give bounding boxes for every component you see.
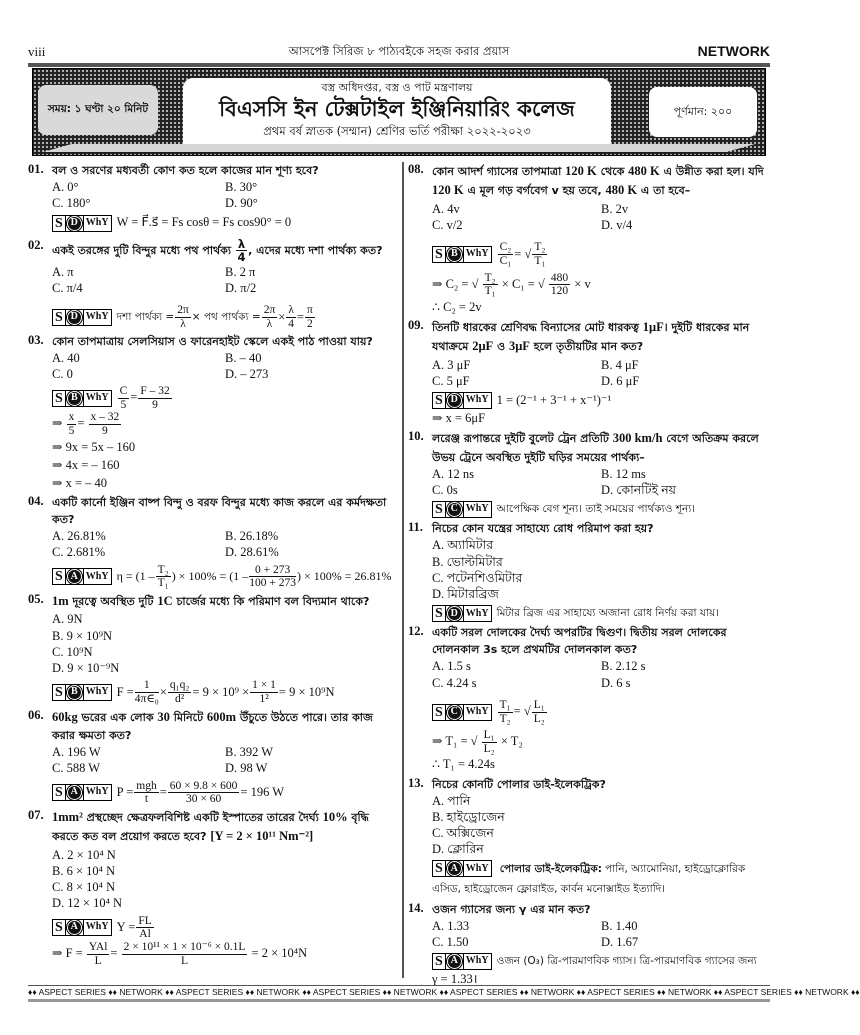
- question-text-bold: 30: [157, 709, 170, 724]
- question-number: 03.: [28, 332, 44, 347]
- answer-letter: D: [447, 393, 462, 408]
- fraction-denominator: 100 + 273: [249, 577, 296, 590]
- fraction-denominator: 9: [102, 425, 108, 438]
- question-text-part: লরেঞ্জ রূপান্তরে দুইটি বুলেট ট্রেন প্রতিটি: [432, 432, 613, 446]
- question-text-bold: 300 km/h: [612, 431, 663, 446]
- fraction-denominator: 4: [288, 317, 294, 330]
- option-d: D. 1.67: [601, 934, 639, 949]
- question-number: 01.: [28, 162, 44, 176]
- solution-text: = √: [513, 704, 531, 719]
- page-number: viii: [28, 44, 46, 59]
- question-08: [408, 162, 770, 316]
- question-text: [52, 238, 382, 264]
- question-text-bold: 1mm²: [52, 809, 83, 824]
- option-a: A. 0°: [52, 180, 79, 195]
- solution-text: আপেক্ষিক বেগ শূন্য। তাই সময়ের পার্থক্যও শূন্য।: [496, 503, 696, 516]
- answer-letter: D: [447, 606, 462, 621]
- solution-step: ∴ T₁ = 4.24s: [432, 757, 495, 772]
- answer-letter: B: [447, 247, 462, 262]
- question-text: [52, 708, 398, 744]
- question-text: নিচের কোনটি পোলার ডাই-ইলেকট্রিক?: [432, 777, 606, 791]
- question-text-part: , এদের মধ্যে দশা পার্থক্য কত?: [248, 243, 383, 257]
- answer-badge: S D WhY: [432, 392, 492, 409]
- solution-step: ⇒ $\frac{x}{5}$ = $\frac{x - 32}{9}$: [52, 411, 120, 438]
- question-02: [28, 238, 398, 331]
- option-a: A. 1.33: [432, 918, 470, 933]
- question-number: 11.: [408, 520, 423, 535]
- solution-text: ) × 100% = (1 –: [171, 569, 249, 584]
- question-text: নিচের কোন যন্ত্রের সাহায্যে রোধ পরিমাপ করা হয়?: [432, 522, 654, 536]
- fraction-numerator: 0 + 273: [249, 564, 296, 578]
- solution-text: মিটার ব্রিজ এর সাহায্যে অজানা রোধ নির্ণয় করা যায়।: [496, 607, 719, 620]
- question-number: 14.: [408, 900, 424, 915]
- running-head: [28, 40, 770, 60]
- college-name: বিএসসি ইন টেক্সটাইল ইঞ্জিনিয়ারিং কলেজ: [219, 96, 575, 121]
- question-text-bold: 120 K: [565, 164, 597, 178]
- question-text-part: চার্জের মধ্যে কি পরিমাণ বল বিদ্যমান থাকে?: [172, 594, 370, 608]
- question-04: [28, 494, 398, 590]
- solution-text: দশা পার্থক্য =: [116, 310, 175, 323]
- question-text-bold: 600m: [206, 709, 237, 724]
- question-text-part: উঁচুতে উঠতে পারে। তার কাজ করার ক্ষমতা কত?: [52, 710, 373, 742]
- option-b: B. ভোল্টমিটার: [432, 554, 503, 569]
- fraction-numerator: C₂: [499, 241, 512, 254]
- fraction-denominator: L: [180, 954, 188, 967]
- exam-banner: [32, 68, 766, 156]
- question-05: [28, 592, 398, 706]
- option-d: D. মিটারব্রিজ: [432, 587, 499, 602]
- answer-badge: S D WhY: [432, 605, 492, 622]
- column-divider: [402, 162, 404, 978]
- option-a: A. 40: [52, 350, 80, 365]
- fraction-denominator: 5: [68, 425, 75, 438]
- option-c: C. 588 W: [52, 761, 101, 776]
- option-b: B. 4 μF: [601, 357, 639, 372]
- solution-text: ⇒ F =: [52, 945, 83, 960]
- solution-formula: 1 = (2⁻¹ + 3⁻¹ + x⁻¹)⁻¹: [496, 392, 612, 407]
- option-d: D. 9 × 10⁻⁹N: [52, 661, 120, 676]
- solution: [52, 564, 398, 590]
- question-text-part: প্রস্থচ্ছেদ ক্ষেত্রফলবিশিষ্ট একটি ইস্পাতের তারের দৈর্ঘ্য: [82, 810, 323, 824]
- exam-duration: সময়: ১ ঘণ্টা ২০ মিনিট: [38, 85, 158, 135]
- why-label: WhY: [83, 310, 111, 325]
- option-a: A. 2 × 10⁴ N: [52, 847, 116, 862]
- question-text-bold: 1μF: [642, 319, 664, 334]
- question-text-part: এ উন্নীত করা হল। যদি: [659, 165, 764, 178]
- fraction-numerator: mgh: [136, 779, 157, 792]
- question-text: [432, 162, 770, 201]
- solution-text: ) × 100% = 26.81%: [296, 569, 392, 584]
- answer-letter: A: [67, 785, 82, 800]
- answer-letter: C: [447, 502, 462, 517]
- why-label: WhY: [83, 920, 111, 935]
- fraction-denominator: 9: [152, 398, 158, 411]
- solution-text: Y =: [116, 919, 136, 934]
- question-text: কোন তাপমাত্রায় সেলসিয়াস ও ফারেনহাইট স্কেলে একই পাঠ পাওয়া যায়?: [52, 334, 373, 348]
- exam-name: প্রথম বর্ষ স্নাতক (সম্মান) শ্রেণির ভর্তি পরীক্ষা ২০২২-২০২৩: [263, 124, 531, 138]
- answer-badge: S A WhY: [52, 568, 112, 585]
- fraction-denominator: Al: [139, 928, 151, 941]
- solution: S D WhY দশা পার্থক্য = $\frac{2\pi}{\lambda}$ × পথ পার্থক্য = $\frac{2\pi}{\lambda}$ × $\frac{\lambda}{4}$ = $\frac{\pi}{2}$: [52, 304, 398, 330]
- fraction-numerator: FL: [138, 914, 152, 927]
- question-number: 13.: [408, 775, 424, 790]
- answer-badge: S D WhY: [52, 215, 112, 232]
- question-text-part: একই তরঙ্গের দুটি বিন্দুর মধ্যে পথ পার্থক্য: [52, 243, 232, 257]
- question-text-part: । দুইটি ধারকের মান যথাক্রমে: [432, 320, 750, 354]
- fraction-denominator: C₁: [499, 254, 512, 267]
- question-number: 12.: [408, 624, 424, 639]
- question-number: 06.: [28, 707, 44, 722]
- question-text-part: কোন আদর্শ গ্যাসের তাপমাত্রা: [432, 165, 566, 178]
- solution-step: ∴ C₂ = 2v: [432, 299, 482, 314]
- fraction-numerator: T₂: [157, 563, 169, 576]
- question-text: [52, 808, 398, 847]
- why-label: WhY: [463, 705, 491, 720]
- solution-step: ⇒ F = $\frac{\text{YAl}}{L}$ = $\frac{\text{2 × 10¹¹ × 1 × 10⁻⁶ × 0.1L}}{L}$ = 2 × 10⁴N: [52, 940, 308, 967]
- fraction-numerator: T₁: [499, 698, 511, 711]
- question-text-bold: 1C: [157, 593, 173, 608]
- question-text-bold: 2μF: [472, 339, 494, 354]
- option-b: B. 30°: [225, 180, 258, 195]
- fraction-numerator: 60 × 9.8 × 600: [169, 779, 238, 792]
- why-label: WhY: [463, 606, 491, 621]
- fraction-numerator: C: [119, 385, 128, 398]
- option-c: C. 0s: [432, 482, 458, 497]
- fraction-denominator: 1²: [259, 692, 269, 705]
- solution: [432, 392, 770, 409]
- question-number: 05.: [28, 591, 44, 606]
- question-text-part: দূরত্বে অবস্থিত দুটি: [68, 594, 158, 608]
- solution-text: = 2 × 10⁴N: [251, 945, 308, 960]
- option-c: C. π/4: [52, 281, 83, 296]
- full-marks: পূর্ণমান: ২০০: [649, 87, 757, 137]
- answer-letter: A: [447, 954, 462, 969]
- option-b: B. 12 ms: [601, 466, 646, 481]
- fraction-numerator: 480: [550, 271, 569, 284]
- fraction-denominator: 2: [306, 317, 313, 330]
- answer-badge: S B WhY: [52, 684, 112, 701]
- answer-letter: A: [67, 569, 82, 584]
- answer-badge: S B WhY: [432, 246, 492, 263]
- fraction-numerator: 1 × 1: [252, 679, 276, 692]
- option-c: C. v/2: [432, 218, 463, 232]
- fraction-numerator: L₁: [533, 698, 545, 711]
- solution-text: = 196 W: [240, 784, 285, 799]
- option-d: D. 6 s: [601, 675, 631, 690]
- answer-badge: S A WhY: [432, 953, 492, 970]
- why-label: WhY: [83, 785, 111, 800]
- brand-label: NETWORK: [697, 43, 770, 59]
- header-rule: [28, 63, 770, 67]
- answer-letter: B: [67, 685, 82, 700]
- question-text-bold: 1m: [52, 593, 69, 608]
- fraction-denominator: 4: [237, 250, 246, 265]
- question-text: [52, 592, 369, 611]
- question-13: [408, 776, 770, 898]
- question-text-bold: 60kg: [52, 709, 78, 724]
- option-a: A. 196 W: [52, 745, 101, 760]
- fraction-denominator: 4π∈₀: [134, 692, 159, 705]
- solution-text: ওজন (O₃) ত্রি-পারমাণবিক গ্যাস। ত্রি-পারমাণবিক গ্যাসের জন্য: [496, 955, 757, 968]
- question-text-part: ভরের এক লোক: [77, 710, 158, 724]
- fraction-numerator: x – 32: [90, 411, 120, 424]
- answer-letter: D: [67, 216, 82, 231]
- solution-text: F =: [116, 684, 134, 699]
- question-number: 10.: [408, 429, 424, 444]
- option-b: B. 2.12 s: [601, 659, 646, 674]
- option-c: C. 180°: [52, 196, 91, 211]
- left-column: [28, 162, 398, 969]
- answer-badge: S A WhY: [52, 919, 112, 936]
- option-d: D. কোনটিই নয়: [601, 482, 677, 497]
- fraction-numerator: F – 32: [140, 385, 170, 398]
- fraction-denominator: t: [144, 793, 149, 806]
- option-d: D. 6 μF: [601, 373, 640, 388]
- solution-formula: W = F⃗.s⃗ = Fs cosθ = Fs cos90° = 0: [116, 215, 292, 230]
- solution: [52, 915, 398, 941]
- question-number: 08.: [408, 162, 424, 176]
- question-text: একটি কার্নো ইঞ্জিন বাষ্প বিন্দু ও বরফ বিন্দুর মধ্যে কাজ করলে এর কর্মদক্ষতা কত?: [52, 496, 387, 527]
- fraction-denominator: T₁: [534, 254, 546, 267]
- solution: [432, 501, 770, 518]
- solution-heading: পোলার ডাই-ইলেকট্রিক:: [499, 862, 602, 875]
- fraction-denominator: T₁: [157, 577, 169, 590]
- option-c: C. 10⁹N: [52, 644, 93, 659]
- solution: S A WhY P = $\frac{\text{mgh}}{t}$ = $\frac{60 \times 9.8 \times 600}{30 \times 60}$ = 196 W: [52, 780, 398, 806]
- question-text-part: তিনটি ধারকের শ্রেণিবদ্ধ বিন্যাসের মোট ধারকত্ব: [432, 320, 643, 334]
- option-d: D. v/4: [601, 218, 633, 232]
- solution-text: × v: [574, 276, 591, 291]
- solution-text: পানি, অ্যামোনিয়া, হাইড্রোক্লোরিক এসিড, হাইড্রোজেন ফ্লোরাইড, কার্বন মনোক্সাইড ইত্যাদি।: [432, 862, 746, 895]
- title-box: [183, 78, 611, 152]
- option-c: C. পটেনশিওমিটার: [432, 570, 523, 585]
- answer-badge: S C WhY: [432, 704, 492, 721]
- solution: [432, 241, 770, 267]
- right-column: [408, 162, 770, 990]
- option-b: B. 26.18%: [225, 529, 279, 544]
- fraction-denominator: L₂: [533, 712, 545, 725]
- question-text: ওজন গ্যাসের জন্য γ এর মান কত?: [432, 902, 591, 916]
- fraction-denominator: λ: [180, 317, 186, 330]
- question-text-bold: 10%: [322, 809, 348, 824]
- solution-text: = 9 × 10⁹N: [278, 684, 335, 699]
- solution-text: ⇒ T₁ = √: [432, 734, 478, 749]
- solution-text: η = (1 –: [116, 569, 155, 584]
- solution: [432, 858, 770, 898]
- option-a: A. 3 μF: [432, 357, 471, 372]
- question-number: 04.: [28, 494, 44, 509]
- solution-text: × T₂: [500, 734, 523, 749]
- answer-letter: D: [67, 310, 82, 325]
- option-c: C. 2.681%: [52, 545, 106, 560]
- option-d: D. π/2: [225, 281, 257, 296]
- question-03: [28, 333, 398, 492]
- solution-text: = √: [514, 246, 532, 261]
- option-a: A. 26.81%: [52, 529, 106, 544]
- question-11: [408, 520, 770, 622]
- question-number: 09.: [408, 317, 424, 332]
- fraction-denominator: 5: [120, 398, 127, 411]
- question-text-bold: 3μF: [508, 339, 530, 354]
- solution-step: [432, 272, 770, 298]
- fraction-denominator: d²: [175, 692, 185, 705]
- question-number: 02.: [28, 237, 44, 252]
- answer-badge: S D WhY: [52, 309, 112, 326]
- question-text: একটি সরল দোলকের দৈর্ঘ্য অপরটির দ্বিগুণ। দ্বিতীয় সরল দোলকের দোলনকাল 3s হলে প্রথমটির দোলনকাল কত?: [432, 626, 727, 657]
- fraction-numerator: λ: [237, 236, 246, 251]
- option-d: D. 28.61%: [225, 545, 279, 560]
- fraction-numerator: λ: [288, 304, 294, 317]
- fraction-numerator: π: [306, 304, 313, 317]
- solution-step: ⇒ 9x = 5x – 160: [52, 439, 136, 454]
- option-b: B. 2v: [601, 201, 629, 216]
- question-number: 07.: [28, 807, 44, 822]
- option-a: A. 1.5 s: [432, 659, 471, 674]
- solution-step: ⇒ x = 6μF: [432, 411, 486, 426]
- question-01: [28, 162, 398, 232]
- series-tagline: আসপেক্ট সিরিজ ৮ পাঠ্যবইকে সহজ করার প্রয়াস: [288, 44, 510, 58]
- fraction-numerator: 1: [135, 679, 159, 693]
- answer-badge: S C WhY: [432, 501, 492, 518]
- option-c: C. অক্সিজেন: [432, 826, 494, 841]
- fraction-denominator: 120: [550, 285, 569, 298]
- solution-text: = 9 × 10⁹ ×: [192, 684, 250, 699]
- solution: [52, 215, 398, 232]
- question-text-bold: 120 K: [432, 183, 464, 198]
- question-06: [28, 708, 398, 806]
- banner-strip: [43, 144, 755, 152]
- option-c: C. 4.24 s: [432, 675, 477, 690]
- option-b: B. হাইড্রোজেন: [432, 809, 505, 824]
- option-b: B. 9 × 10⁹N: [52, 628, 113, 643]
- fraction-denominator: T₁: [484, 285, 496, 298]
- option-a: A. 9N: [52, 612, 83, 627]
- fraction-numerator: L₁: [483, 729, 495, 742]
- fraction-numerator: q₁q₂: [169, 679, 190, 692]
- question-text-bold: [Y = 2 × 10¹¹ Nm⁻²]: [210, 829, 314, 844]
- solution: [432, 953, 770, 970]
- solution-text: × পথ পার্থক্য =: [191, 310, 261, 323]
- question-text-part: এ মূল গড় বর্গবেগ v হয় তবে,: [463, 184, 606, 198]
- question-text-part: হলে তৃতীয়টির মান কত?: [529, 340, 644, 354]
- answer-letter: C: [447, 705, 462, 720]
- solution-text: ⇒ C₂ = √: [432, 276, 479, 291]
- answer-badge: S B WhY: [52, 390, 112, 407]
- solution-step: ⇒ 4x = – 160: [52, 457, 120, 472]
- fraction-numerator: 2π: [263, 304, 276, 317]
- solution: [432, 699, 770, 725]
- question-09: [408, 318, 770, 427]
- fraction-denominator: λ: [266, 317, 273, 330]
- fraction-denominator: L: [94, 954, 102, 967]
- question-07: [28, 808, 398, 967]
- option-d: D. 98 W: [225, 761, 268, 776]
- option-b: B. 2 π: [225, 264, 256, 279]
- solution: S B WhY F = $\frac{1}{\text{4π∈₀}}$ × $\frac{\text{q₁q₂}}{\text{d²}}$ = 9 × 10⁹ × $\frac{1 \times 1}{\text{1²}}$ = 9 × 10⁹N: [52, 679, 398, 705]
- question-text-part: বৃদ্ধি করতে কত বল প্রয়োগ করতে হবে?: [52, 810, 369, 844]
- fraction-numerator: x: [68, 411, 75, 424]
- why-label: WhY: [463, 393, 491, 408]
- fraction-denominator: T₂: [499, 712, 511, 725]
- question-text-part: থেকে: [596, 165, 629, 178]
- solution: [432, 605, 770, 622]
- option-b: B. 6 × 10⁴ N: [52, 863, 116, 878]
- answer-badge: S A WhY: [52, 784, 112, 801]
- ministry-name: বস্ত্র অধিদপ্তর, বস্ত্র ও পাট মন্ত্রণালয়: [321, 81, 473, 94]
- fraction-numerator: 2 × 10¹¹ × 1 × 10⁻⁶ × 0.1L: [123, 940, 246, 953]
- fraction-numerator: YAl: [88, 940, 108, 953]
- question-text: [432, 318, 770, 357]
- option-d: D. 90°: [225, 196, 258, 211]
- why-label: WhY: [463, 247, 491, 262]
- solution-step: γ = 1.33।: [432, 972, 478, 987]
- question-text-part: বেগে অতিক্রম করলে উভয় ট্রেনে অবস্থিত দুইটি ঘড়ির সময়ের পার্থক্য–: [432, 432, 759, 464]
- fraction-numerator: 2π: [177, 304, 189, 317]
- option-a: A. 12 ns: [432, 466, 475, 481]
- why-label: WhY: [83, 569, 111, 584]
- option-d: D. – 273: [225, 366, 269, 381]
- option-b: B. 392 W: [225, 745, 274, 760]
- option-b: B. 1.40: [601, 918, 638, 933]
- why-label: WhY: [83, 685, 111, 700]
- option-c: C. 8 × 10⁴ N: [52, 880, 116, 895]
- question-10: [408, 429, 770, 518]
- solution-text: × C₁ = √: [501, 276, 545, 291]
- question-text-bold: 480 K: [605, 183, 638, 198]
- question-text: [432, 429, 770, 465]
- fraction-denominator: L₂: [483, 742, 495, 755]
- why-label: WhY: [463, 502, 491, 517]
- fraction-numerator: T₂: [534, 241, 546, 254]
- answer-letter: A: [447, 861, 462, 876]
- option-d: D. 12 × 10⁴ N: [52, 896, 123, 911]
- answer-badge: S A WhY: [432, 860, 492, 877]
- option-a: A. π: [52, 264, 74, 279]
- solution-text: P =: [116, 784, 134, 799]
- option-d: D. ক্লোরিন: [432, 842, 484, 857]
- option-c: C. 1.50: [432, 934, 469, 949]
- question-text-part: মিনিটে: [169, 710, 207, 724]
- question-text-part: ও: [493, 340, 509, 354]
- option-a: A. পানি: [432, 793, 471, 808]
- answer-letter: A: [67, 920, 82, 935]
- option-a: A. 4v: [432, 201, 460, 216]
- footer-band: ♦♦ ASPECT SERIES ♦♦ NETWORK ♦♦ ASPECT SERIES ♦♦ NETWORK ♦♦ ASPECT SERIES ♦♦ NETWORK ♦♦ ASPECT SERIES ♦♦ NETWORK ♦♦ ASPECT SERIES ♦♦ NETWORK ♦♦ ASPECT SERIES ♦♦ NETWORK ♦♦: [28, 985, 770, 1002]
- question-12: [408, 624, 770, 773]
- why-label: WhY: [463, 954, 491, 969]
- fraction-denominator: 30 × 60: [185, 793, 222, 806]
- option-c: C. 5 μF: [432, 373, 470, 388]
- option-b: B. – 40: [225, 350, 262, 365]
- solution: S B WhY $\frac{C}{5}$ = $\frac{F - 32}{9}$: [52, 385, 398, 411]
- solution-step: ⇒ x = – 40: [52, 475, 108, 490]
- option-a: A. অ্যামিটার: [432, 538, 494, 553]
- why-label: WhY: [83, 391, 111, 406]
- why-label: WhY: [83, 216, 111, 231]
- why-label: WhY: [463, 861, 491, 876]
- question-text: বল ও সরণের মধ্যবর্তী কোণ কত হলে কাজের মান শূণ্য হবে?: [52, 164, 319, 177]
- fraction-numerator: T₂: [484, 271, 496, 284]
- question-text-part: এ তা হবে–: [637, 184, 691, 198]
- answer-letter: B: [67, 391, 82, 406]
- question-text-bold: 480 K: [628, 164, 660, 178]
- option-c: C. 0: [52, 366, 73, 381]
- solution-step: [432, 729, 770, 755]
- question-14: [408, 901, 770, 989]
